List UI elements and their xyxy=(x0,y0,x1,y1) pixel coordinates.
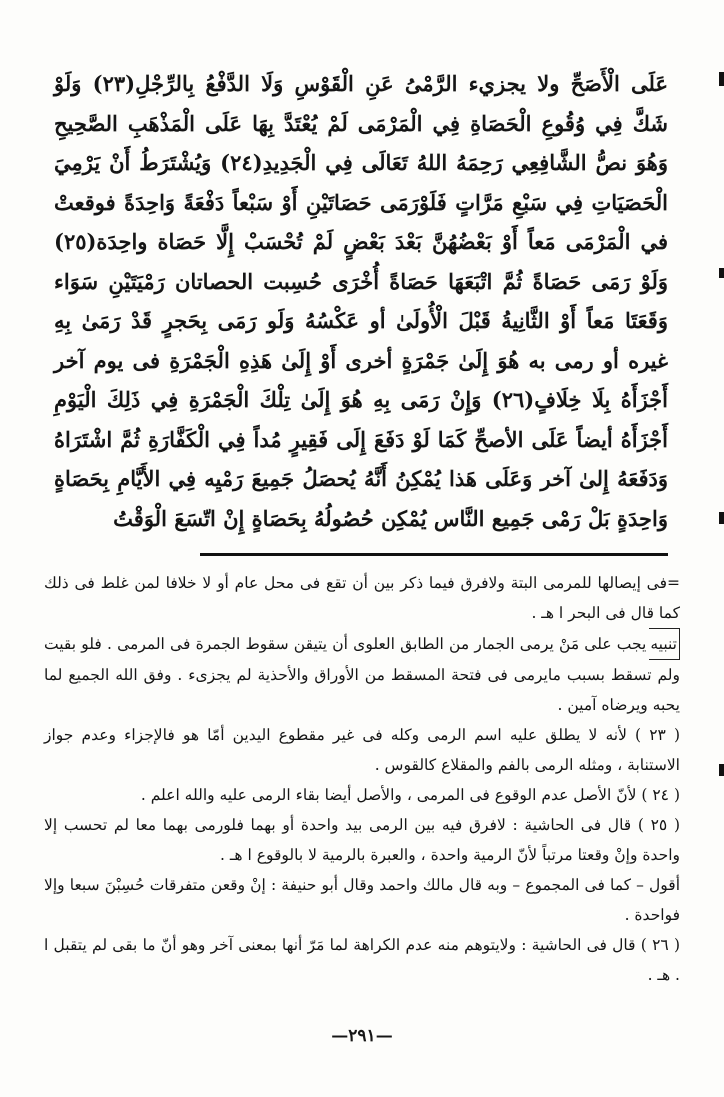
footnote-continuation: =فى إيصالها للمرمى البتة ولافرق فيما ذكر بين أن تقع فى محل عام أو لا خلافا لمن غلط فى ذلك كما قال فى البحر ا هـ . xyxy=(44,574,680,622)
footnote-25-comment: أقول – كما فى المجموع – وبه قال مالك واحمد وقال أبو حنيفة : إنْ وقعن متفرقات حُسِبْنَ سبعا وإلا فواحدة . xyxy=(44,876,680,924)
notice-paragraph xyxy=(44,628,680,720)
page-edge-mark xyxy=(719,72,724,86)
notice-text: يجب على مَنْ يرمى الجمار من الطابق العلوى أن يتيقن سقوط الجمرة فى المرمى . فلو بقيت ولم تسقط بسبب مايرمى فى فتحة المسقط من الأوراق والأحذية لم يجزىء . وفق الله الجميع لما يحبه ويرضاه آمين . xyxy=(44,635,680,714)
main-text-body: عَلَى الْأَصَحِّ ولا يجزيء الرَّمْىُ عَنِ الْقَوْسِ وَلَا الدَّفْعُ بِالرِّجْلِ(٢٣) وَلَوْ شَكَّ فِي وُقُوعِ الْحَصَاةِ فِي الْمَرْمَى لَمْ يُعْتَدَّ بِهَا عَلَى الْمَذْهَبِ الصَّحِيحِ وَهُوَ نصُّ الشَّافِعِي رَحِمَهُ اللهُ تَعَالَى فِي الْجَدِيدِ(٢٤) وَيُشْتَرَطُ أَنْ يَرْمِيَ الْحَصَيَاتِ فِي سَبْعِ مَرَّاتٍ فَلَوْرَمَى حَصَاتَيْنِ أَوْ سَبْعاً دَفْعَةً وَاحِدَةً فوقعتْ في الْمَرْمَى مَعاً أَوْ بَعْضُهُنَّ بَعْدَ بَعْضٍ لَمْ تُحْسَبْ إِلَّا حَصَاة واحِدَة(٢٥) وَلَوْ رَمَى حَصَاةً ثُمَّ اتْبَعَهَا حَصَاةً أُخْرَى حُسِبت الحصاتان رَمْيَتَيْنِ سَوَاء وَقَعَتَا مَعاً أَوْ الثَّانِيةُ قَبْلَ الْأُولَىٰ أو عَكْسُهُ وَلَو رَمَى بِحَجرٍ قَدْ رَمَىٰ بِهِ غيره أو رمى به هُوَ إِلَىٰ جَمْرَةٍ أخرى أَوْ إِلَىٰ هَذِهِ الْجَمْرَةِ فى يوم آخر أَجْزَأَهُ بِلَا خِلَافٍ(٢٦) وَإِنْ رَمَى بِهِ هُوَ إِلَىٰ تِلْكَ الْجَمْرَةِ فِي ذَلِكَ الْيَوْمِ أَجْزَأَهُ أيضاً عَلَى الأصحِّ كَمَا لَوْ دَفَعَ إِلَى فَقِيرٍ مُداً فِي الْكَفَّارَةِ ثُمَّ اشْتَرَاهُ وَدَفَعَهُ إِلىٰ آخر وَعَلَى هَذا يُمْكِنُ أَنَّهُ يُحصَلُ جَمِيعَ رَمْيِه فِي الأَيَّامِ بِحَصَاةٍ وَاحِدَةٍ بَلْ رَمْى جَمِيع النَّاس يُمْكِن حُصُولُهُ بِحَصَاةٍ إِنْ اتّسَعَ الْوَقْتُ xyxy=(54,71,669,531)
footnote-23: ( ٢٣ ) لأنه لا يطلق عليه اسم الرمى وكله فى غير مقطوع اليدين أمّا هو فالإجزاء وعدم جواز الاستنابة ، ومثله الرمى بالفم والمقلاع كالقوس . xyxy=(44,726,681,774)
footnote-25: ( ٢٥ ) قال فى الحاشية : لافرق فيه بين الرمى بيد واحدة أو بهما فلورمى بهما معا لم تحسب إلا واحدة وإنْ وقعتا مرتباً لأنّ الرمية واحدة ، والعبرة بالرمية لا بالوقوع ا هـ . xyxy=(44,816,680,864)
notice-label: تنبيه xyxy=(649,628,680,660)
footnote-separator-rule xyxy=(200,553,668,556)
footnotes-section xyxy=(44,568,680,990)
page-number: —٢٩١— xyxy=(331,1026,393,1046)
footnote-24: ( ٢٤ ) لأنّ الأصل عدم الوقوع فى المرمى ، والأصل أيضا بقاء الرمى عليه والله اعلم . xyxy=(140,786,680,804)
page-edge-mark xyxy=(719,512,724,524)
page-edge-mark xyxy=(719,764,724,776)
page-edge-mark xyxy=(719,268,724,278)
footnote-26: ( ٢٦ ) قال فى الحاشية : ولايتوهم منه عدم الكراهة لما مَرّ أنها بمعنى آخر وهو أنّ ما بقى لم يتقبل ا . هـ . xyxy=(44,936,680,984)
